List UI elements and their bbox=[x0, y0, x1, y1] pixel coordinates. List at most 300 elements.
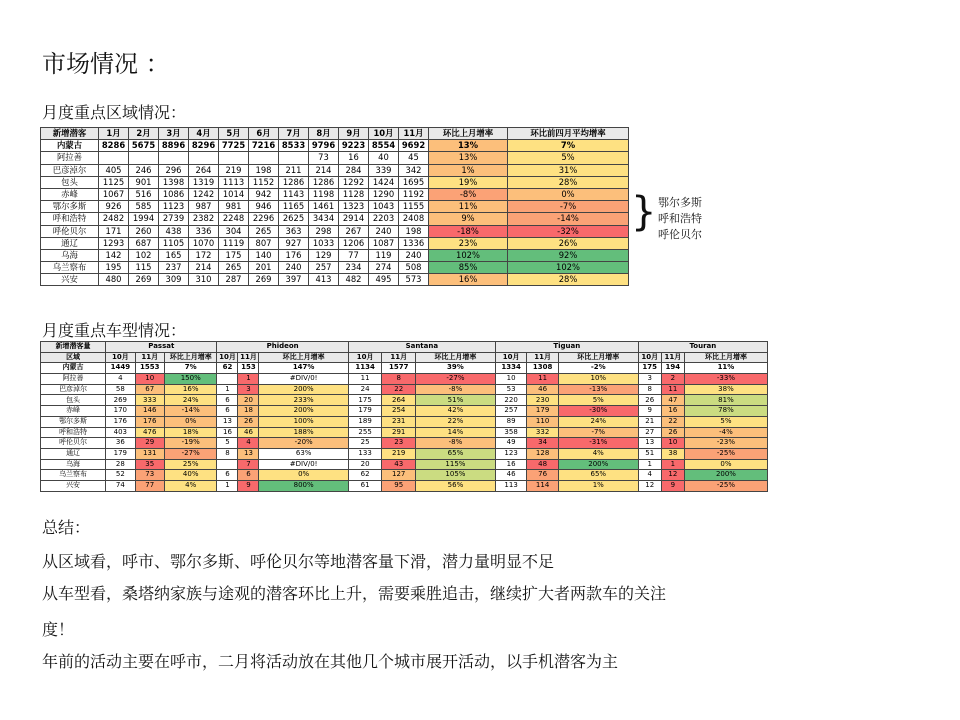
summary-line-2: 从车型看，桑塔纳家族与途观的潜客环比上升，需要乘胜追击，继续扩大者两款车的关注 bbox=[42, 584, 667, 603]
growth-cell: 56% bbox=[416, 480, 496, 491]
value-cell: 16 bbox=[217, 427, 238, 438]
value-cell: 6 bbox=[217, 395, 238, 406]
region-name-cell: 阿拉善 bbox=[41, 152, 99, 164]
value-cell: 11 bbox=[348, 374, 382, 385]
region-name-cell: 乌兰察布 bbox=[41, 470, 106, 481]
value-cell: 133 bbox=[348, 448, 382, 459]
growth-cell: 0% bbox=[508, 188, 629, 200]
value-cell: 2 bbox=[661, 374, 684, 385]
region-name-cell: 乌海 bbox=[41, 459, 106, 470]
table-row bbox=[41, 164, 629, 176]
value-cell: 8 bbox=[382, 374, 416, 385]
value-cell: 211 bbox=[279, 164, 309, 176]
value-cell: 1014 bbox=[219, 188, 249, 200]
value-cell bbox=[249, 152, 279, 164]
value-cell: 16 bbox=[661, 406, 684, 417]
growth-cell: -13% bbox=[558, 384, 638, 395]
growth-cell: -4% bbox=[684, 427, 767, 438]
growth-cell: 42% bbox=[416, 406, 496, 417]
region-col-header-cell: 区域 bbox=[41, 352, 106, 363]
growth-cell: 1% bbox=[429, 164, 508, 176]
value-cell bbox=[217, 459, 238, 470]
region-name-cell: 呼伦贝尔 bbox=[41, 438, 106, 449]
value-cell: 257 bbox=[309, 262, 339, 274]
value-cell: 4 bbox=[638, 470, 661, 481]
sub-header-cell: 11月 bbox=[135, 352, 164, 363]
value-cell: 287 bbox=[219, 274, 249, 286]
value-cell: 339 bbox=[369, 164, 399, 176]
value-cell: 1323 bbox=[339, 201, 369, 213]
value-cell: 363 bbox=[279, 225, 309, 237]
value-cell: 508 bbox=[399, 262, 429, 274]
value-cell: 220 bbox=[495, 395, 527, 406]
region-name-cell: 赤峰 bbox=[41, 188, 99, 200]
region-name-cell: 鄂尔多斯 bbox=[41, 416, 106, 427]
region-header-cell: 环比上月增率 bbox=[429, 128, 508, 140]
vehicle-model-header-row bbox=[41, 342, 768, 353]
value-cell: 194 bbox=[661, 363, 684, 374]
value-cell: 67 bbox=[135, 384, 164, 395]
region-name-cell: 通辽 bbox=[41, 448, 106, 459]
region-name-cell: 兴安 bbox=[41, 274, 99, 286]
growth-cell: 0% bbox=[164, 416, 217, 427]
value-cell: 9796 bbox=[309, 140, 339, 152]
value-cell: 12 bbox=[661, 470, 684, 481]
value-cell: 482 bbox=[339, 274, 369, 286]
value-cell: 119 bbox=[369, 249, 399, 261]
growth-cell: 7% bbox=[508, 140, 629, 152]
value-cell: 58 bbox=[106, 384, 135, 395]
value-cell: 175 bbox=[638, 363, 661, 374]
growth-cell: 800% bbox=[259, 480, 348, 491]
value-cell: 7 bbox=[238, 459, 259, 470]
value-cell: 214 bbox=[309, 164, 339, 176]
value-cell: 16 bbox=[495, 459, 527, 470]
value-cell: 1 bbox=[217, 384, 238, 395]
growth-cell: -7% bbox=[508, 201, 629, 213]
value-cell: 49 bbox=[495, 438, 527, 449]
region-header-cell: 环比前四月平均增率 bbox=[508, 128, 629, 140]
value-cell: 1192 bbox=[399, 188, 429, 200]
value-cell: 2914 bbox=[339, 213, 369, 225]
value-cell: 1398 bbox=[159, 176, 189, 188]
value-cell: 142 bbox=[99, 249, 129, 261]
region-table-header bbox=[41, 128, 629, 140]
value-cell: 1334 bbox=[495, 363, 527, 374]
value-cell: 27 bbox=[638, 427, 661, 438]
growth-cell: 0% bbox=[684, 459, 767, 470]
growth-cell: 11% bbox=[429, 201, 508, 213]
value-cell: 48 bbox=[527, 459, 559, 470]
value-cell: 24 bbox=[348, 384, 382, 395]
value-cell: 102 bbox=[129, 249, 159, 261]
growth-cell: 147% bbox=[259, 363, 348, 374]
value-cell: 13 bbox=[638, 438, 661, 449]
value-cell: 254 bbox=[382, 406, 416, 417]
value-cell bbox=[219, 152, 249, 164]
value-cell: 1128 bbox=[339, 188, 369, 200]
region-section-title: 月度重点区域情况： bbox=[42, 103, 187, 122]
value-cell: 438 bbox=[159, 225, 189, 237]
table-row bbox=[41, 470, 768, 481]
sub-header-cell: 10月 bbox=[495, 352, 527, 363]
summary-line-1: 从区域看，呼市、鄂尔多斯、呼伦贝尔等地潜客量下滑，潜力量明显不足 bbox=[42, 552, 555, 571]
sub-header-cell: 11月 bbox=[661, 352, 684, 363]
growth-cell: -25% bbox=[684, 448, 767, 459]
value-cell: 1293 bbox=[99, 237, 129, 249]
vehicle-section-title: 月度重点车型情况： bbox=[42, 321, 187, 340]
value-cell: 51 bbox=[638, 448, 661, 459]
value-cell: 77 bbox=[135, 480, 164, 491]
value-cell: 89 bbox=[495, 416, 527, 427]
growth-cell: -31% bbox=[558, 438, 638, 449]
value-cell: 201 bbox=[249, 262, 279, 274]
value-cell: 1695 bbox=[399, 176, 429, 188]
value-cell: 9 bbox=[238, 480, 259, 491]
value-cell: 9 bbox=[661, 480, 684, 491]
sub-header-cell: 环比上月增率 bbox=[558, 352, 638, 363]
value-cell: 2296 bbox=[249, 213, 279, 225]
value-cell: 179 bbox=[348, 406, 382, 417]
region-header-cell: 新增潜客 bbox=[41, 128, 99, 140]
value-cell: 176 bbox=[106, 416, 135, 427]
value-cell: 1067 bbox=[99, 188, 129, 200]
value-cell bbox=[159, 152, 189, 164]
sub-header-cell: 10月 bbox=[217, 352, 238, 363]
growth-cell: 25% bbox=[164, 459, 217, 470]
summary-line-3: 度！ bbox=[42, 620, 75, 639]
region-table bbox=[40, 127, 629, 286]
value-cell: 23 bbox=[382, 438, 416, 449]
growth-cell: -18% bbox=[429, 225, 508, 237]
value-cell: 28 bbox=[106, 459, 135, 470]
growth-cell: 40% bbox=[164, 470, 217, 481]
value-cell: 291 bbox=[382, 427, 416, 438]
region-name-cell: 乌兰察布 bbox=[41, 262, 99, 274]
table-row bbox=[41, 406, 768, 417]
growth-cell: 38% bbox=[684, 384, 767, 395]
vehicle-table bbox=[40, 341, 768, 492]
value-cell: 2482 bbox=[99, 213, 129, 225]
sub-header-cell: 11月 bbox=[382, 352, 416, 363]
value-cell: 3434 bbox=[309, 213, 339, 225]
growth-cell: -25% bbox=[684, 480, 767, 491]
value-cell: 304 bbox=[219, 225, 249, 237]
value-cell: 22 bbox=[382, 384, 416, 395]
model-header-cell: Touran bbox=[638, 342, 767, 353]
value-cell: 2248 bbox=[219, 213, 249, 225]
value-cell: 74 bbox=[106, 480, 135, 491]
value-cell: 1043 bbox=[369, 201, 399, 213]
value-cell: 1 bbox=[661, 459, 684, 470]
value-cell: 10 bbox=[135, 374, 164, 385]
growth-cell: 200% bbox=[684, 470, 767, 481]
growth-cell: 5% bbox=[508, 152, 629, 164]
value-cell: 1290 bbox=[369, 188, 399, 200]
value-cell: 26 bbox=[638, 395, 661, 406]
value-cell: 53 bbox=[495, 384, 527, 395]
table-row bbox=[41, 363, 768, 374]
growth-cell: -7% bbox=[558, 427, 638, 438]
growth-cell: 81% bbox=[684, 395, 767, 406]
value-cell bbox=[217, 374, 238, 385]
table-row bbox=[41, 201, 629, 213]
growth-cell: 65% bbox=[416, 448, 496, 459]
region-name-cell: 巴彦淖尔 bbox=[41, 164, 99, 176]
value-cell: 77 bbox=[339, 249, 369, 261]
growth-cell: 85% bbox=[429, 262, 508, 274]
table-row bbox=[41, 249, 629, 261]
growth-cell: -20% bbox=[259, 438, 348, 449]
value-cell: 246 bbox=[129, 164, 159, 176]
value-cell: 901 bbox=[129, 176, 159, 188]
growth-cell: 200% bbox=[259, 406, 348, 417]
region-header-cell: 11月 bbox=[399, 128, 429, 140]
model-header-cell: Phideon bbox=[217, 342, 348, 353]
value-cell: 46 bbox=[238, 427, 259, 438]
growth-cell: 7% bbox=[164, 363, 217, 374]
growth-cell: 100% bbox=[259, 416, 348, 427]
sub-header-cell: 10月 bbox=[348, 352, 382, 363]
growth-cell: 4% bbox=[164, 480, 217, 491]
value-cell: 175 bbox=[348, 395, 382, 406]
growth-cell: #DIV/0! bbox=[259, 459, 348, 470]
value-cell: 115 bbox=[129, 262, 159, 274]
table-row bbox=[41, 262, 629, 274]
table-row bbox=[41, 152, 629, 164]
growth-cell: 23% bbox=[429, 237, 508, 249]
growth-cell: -14% bbox=[164, 406, 217, 417]
table-row bbox=[41, 140, 629, 152]
value-cell: 230 bbox=[527, 395, 559, 406]
value-cell: 189 bbox=[348, 416, 382, 427]
value-cell: 4 bbox=[106, 374, 135, 385]
value-cell: 269 bbox=[129, 274, 159, 286]
value-cell: 172 bbox=[189, 249, 219, 261]
value-cell: 1553 bbox=[135, 363, 164, 374]
value-cell: 38 bbox=[661, 448, 684, 459]
value-cell: 2739 bbox=[159, 213, 189, 225]
value-cell: 26 bbox=[661, 427, 684, 438]
table-row bbox=[41, 274, 629, 286]
growth-cell: 26% bbox=[508, 237, 629, 249]
region-name-cell: 包头 bbox=[41, 395, 106, 406]
region-name-cell: 内蒙古 bbox=[41, 140, 99, 152]
value-cell: 1152 bbox=[249, 176, 279, 188]
value-cell bbox=[129, 152, 159, 164]
growth-cell: 16% bbox=[164, 384, 217, 395]
value-cell: 8296 bbox=[189, 140, 219, 152]
growth-cell: 18% bbox=[164, 427, 217, 438]
value-cell: 6 bbox=[217, 470, 238, 481]
value-cell: 265 bbox=[219, 262, 249, 274]
side-annotation-item: 呼和浩特 bbox=[658, 212, 702, 225]
value-cell: 1308 bbox=[527, 363, 559, 374]
growth-cell: 19% bbox=[429, 176, 508, 188]
value-cell: 8554 bbox=[369, 140, 399, 152]
value-cell: 240 bbox=[369, 225, 399, 237]
growth-cell: -19% bbox=[164, 438, 217, 449]
region-header-cell: 10月 bbox=[369, 128, 399, 140]
sub-header-cell: 环比上月增率 bbox=[259, 352, 348, 363]
value-cell: 336 bbox=[189, 225, 219, 237]
side-annotation-item: 呼伦贝尔 bbox=[658, 228, 702, 241]
table-row bbox=[41, 416, 768, 427]
value-cell: 1206 bbox=[339, 237, 369, 249]
value-cell: 73 bbox=[309, 152, 339, 164]
value-cell: 1087 bbox=[369, 237, 399, 249]
value-cell: 981 bbox=[219, 201, 249, 213]
growth-cell: 102% bbox=[429, 249, 508, 261]
growth-cell: 105% bbox=[416, 470, 496, 481]
region-header-cell: 7月 bbox=[279, 128, 309, 140]
value-cell: 1292 bbox=[339, 176, 369, 188]
value-cell: 267 bbox=[339, 225, 369, 237]
value-cell: 309 bbox=[159, 274, 189, 286]
growth-cell: 78% bbox=[684, 406, 767, 417]
value-cell: 170 bbox=[106, 406, 135, 417]
value-cell: 128 bbox=[527, 448, 559, 459]
table-row bbox=[41, 438, 768, 449]
value-cell: 9692 bbox=[399, 140, 429, 152]
value-cell: 36 bbox=[106, 438, 135, 449]
value-cell: 405 bbox=[99, 164, 129, 176]
value-cell: 8 bbox=[217, 448, 238, 459]
value-cell: 927 bbox=[279, 237, 309, 249]
value-cell: 1198 bbox=[309, 188, 339, 200]
growth-cell: 9% bbox=[429, 213, 508, 225]
table-row bbox=[41, 176, 629, 188]
model-header-cell: Passat bbox=[106, 342, 217, 353]
growth-cell: 22% bbox=[416, 416, 496, 427]
region-name-cell: 呼和浩特 bbox=[41, 427, 106, 438]
region-name-cell: 通辽 bbox=[41, 237, 99, 249]
value-cell: 573 bbox=[399, 274, 429, 286]
growth-cell: -2% bbox=[558, 363, 638, 374]
value-cell: 687 bbox=[129, 237, 159, 249]
value-cell: 179 bbox=[527, 406, 559, 417]
sub-header-cell: 环比上月增率 bbox=[164, 352, 217, 363]
growth-cell: #DIV/0! bbox=[259, 374, 348, 385]
summary-line-4: 年前的活动主要在呼市，二月将活动放在其他几个城市展开活动，以手机潜客为主 bbox=[42, 652, 619, 671]
value-cell: 8896 bbox=[159, 140, 189, 152]
value-cell: 176 bbox=[135, 416, 164, 427]
value-cell: 18 bbox=[238, 406, 259, 417]
value-cell: 1286 bbox=[279, 176, 309, 188]
value-cell bbox=[99, 152, 129, 164]
table-row bbox=[41, 427, 768, 438]
table-row bbox=[41, 374, 768, 385]
corner-header-cell: 新增潜客量 bbox=[41, 342, 106, 353]
value-cell: 7216 bbox=[249, 140, 279, 152]
value-cell: 1119 bbox=[219, 237, 249, 249]
value-cell: 8286 bbox=[99, 140, 129, 152]
sub-header-cell: 10月 bbox=[638, 352, 661, 363]
value-cell: 1449 bbox=[106, 363, 135, 374]
value-cell: 946 bbox=[249, 201, 279, 213]
page-title: 市场情况 ： bbox=[42, 50, 170, 78]
value-cell: 495 bbox=[369, 274, 399, 286]
value-cell: 21 bbox=[638, 416, 661, 427]
value-cell: 269 bbox=[249, 274, 279, 286]
vehicle-sub-header-row bbox=[41, 352, 768, 363]
side-annotation-item: 鄂尔多斯 bbox=[658, 196, 702, 209]
value-cell bbox=[279, 152, 309, 164]
value-cell: 219 bbox=[219, 164, 249, 176]
growth-cell: -8% bbox=[416, 438, 496, 449]
value-cell: 255 bbox=[348, 427, 382, 438]
value-cell: 62 bbox=[217, 363, 238, 374]
value-cell: 1125 bbox=[99, 176, 129, 188]
value-cell: 13 bbox=[217, 416, 238, 427]
value-cell: 1336 bbox=[399, 237, 429, 249]
value-cell: 165 bbox=[159, 249, 189, 261]
value-cell: 2382 bbox=[189, 213, 219, 225]
region-header-cell: 5月 bbox=[219, 128, 249, 140]
value-cell: 214 bbox=[189, 262, 219, 274]
side-annotation bbox=[658, 195, 702, 243]
value-cell: 46 bbox=[527, 384, 559, 395]
value-cell: 231 bbox=[382, 416, 416, 427]
value-cell: 1 bbox=[238, 374, 259, 385]
value-cell: 2203 bbox=[369, 213, 399, 225]
value-cell: 585 bbox=[129, 201, 159, 213]
value-cell: 2625 bbox=[279, 213, 309, 225]
sub-header-cell: 环比上月增率 bbox=[416, 352, 496, 363]
growth-cell: 14% bbox=[416, 427, 496, 438]
growth-cell: 188% bbox=[259, 427, 348, 438]
value-cell: 11 bbox=[527, 374, 559, 385]
growth-cell: 28% bbox=[508, 274, 629, 286]
value-cell: 296 bbox=[159, 164, 189, 176]
sub-header-cell: 11月 bbox=[238, 352, 259, 363]
growth-cell: 115% bbox=[416, 459, 496, 470]
value-cell: 34 bbox=[527, 438, 559, 449]
value-cell: 8533 bbox=[279, 140, 309, 152]
growth-cell: -30% bbox=[558, 406, 638, 417]
value-cell: 240 bbox=[279, 262, 309, 274]
value-cell: 5675 bbox=[129, 140, 159, 152]
value-cell: 234 bbox=[339, 262, 369, 274]
value-cell: 29 bbox=[135, 438, 164, 449]
growth-cell: 233% bbox=[259, 395, 348, 406]
value-cell: 2408 bbox=[399, 213, 429, 225]
growth-cell: 13% bbox=[429, 140, 508, 152]
value-cell: 1086 bbox=[159, 188, 189, 200]
model-header-cell: Tiguan bbox=[495, 342, 638, 353]
table-row bbox=[41, 237, 629, 249]
value-cell: 25 bbox=[348, 438, 382, 449]
growth-cell: -8% bbox=[416, 384, 496, 395]
value-cell: 332 bbox=[527, 427, 559, 438]
value-cell: 20 bbox=[238, 395, 259, 406]
brace-icon: } bbox=[631, 189, 657, 235]
value-cell: 146 bbox=[135, 406, 164, 417]
summary-title: 总结： bbox=[42, 518, 91, 537]
value-cell: 16 bbox=[339, 152, 369, 164]
growth-cell: 4% bbox=[558, 448, 638, 459]
value-cell: 1461 bbox=[309, 201, 339, 213]
value-cell: 269 bbox=[106, 395, 135, 406]
value-cell: 264 bbox=[382, 395, 416, 406]
value-cell: 7725 bbox=[219, 140, 249, 152]
value-cell: 1113 bbox=[219, 176, 249, 188]
value-cell: 1105 bbox=[159, 237, 189, 249]
value-cell: 1319 bbox=[189, 176, 219, 188]
value-cell: 1165 bbox=[279, 201, 309, 213]
value-cell: 43 bbox=[382, 459, 416, 470]
value-cell: 62 bbox=[348, 470, 382, 481]
